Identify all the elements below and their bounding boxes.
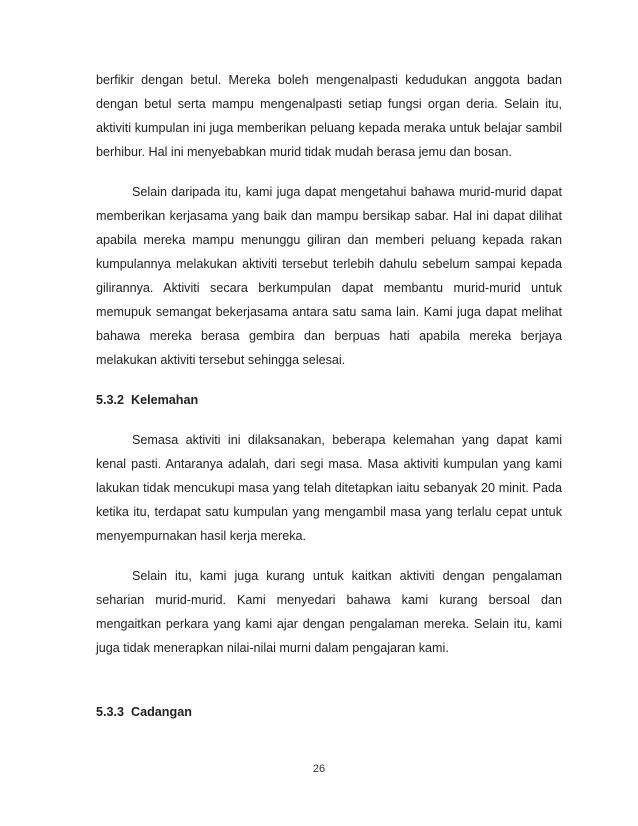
text-line: seharian murid-murid. Kami menyedari bahawa kami kurang bersoal dan [96,593,562,607]
text-line: dengan betul serta mampu mengenalpasti setiap fungsi organ deria. Selain itu, [96,97,562,111]
page-number: 26 [312,763,326,775]
text-line: kenal pasti. Antaranya adalah, dari segi masa. Masa aktiviti kumpulan yang kami [96,457,562,471]
text-line: kumpulannya melakukan aktiviti tersebut terlebih dahulu sebelum sampai kepada [96,257,562,271]
section-heading-kelemahan: 5.3.2 Kelemahan [96,393,199,407]
section-heading-cadangan: 5.3.3 Cadangan [96,705,192,719]
text-line: lakukan tidak mencukupi masa yang telah ditetapkan iaitu sebanyak 20 minit. Pada [96,481,562,495]
text-line: memupuk semangat bekerjasama antara satu sama lain. Kami juga dapat melihat [96,305,562,319]
text-line: Selain daripada itu, kami juga dapat mengetahui bahawa murid-murid dapat [132,185,562,199]
text-line: Semasa aktiviti ini dilaksanakan, beberapa kelemahan yang dapat kami [132,433,562,447]
text-line: mengaitkan perkara yang kami ajar dengan pengalaman mereka. Selain itu, kami [96,617,562,631]
text-line: berhibur. Hal ini menyebabkan murid tidak mudah berasa jemu dan bosan. [96,145,512,159]
text-line: memberikan kerjasama yang baik dan mampu bersikap sabar. Hal ini dapat dilihat [96,209,562,223]
text-line: ketika itu, terdapat satu kumpulan yang mengambil masa yang terlalu cepat untuk [96,505,562,519]
text-line: berfikir dengan betul. Mereka boleh mengenalpasti kedudukan anggota badan [96,73,562,87]
text-line: bahawa mereka berasa gembira dan berpuas hati apabila mereka berjaya [96,329,562,343]
text-line: Selain itu, kami juga kurang untuk kaitkan aktiviti dengan pengalaman [132,569,562,583]
text-line: melakukan aktiviti tersebut sehingga selesai. [96,353,346,367]
text-line: apabila mereka mampu menunggu giliran dan memberi peluang kepada rakan [96,233,562,247]
text-line: gilirannya. Aktiviti secara berkumpulan dapat membantu murid-murid untuk [96,281,562,295]
text-line: juga tidak menerapkan nilai-nilai murni dalam pengajaran kami. [96,641,449,655]
text-line: menyempurnakan hasil kerja mereka. [96,529,306,543]
text-line: aktiviti kumpulan ini juga memberikan peluang kepada meraka untuk belajar sambil [96,121,562,135]
